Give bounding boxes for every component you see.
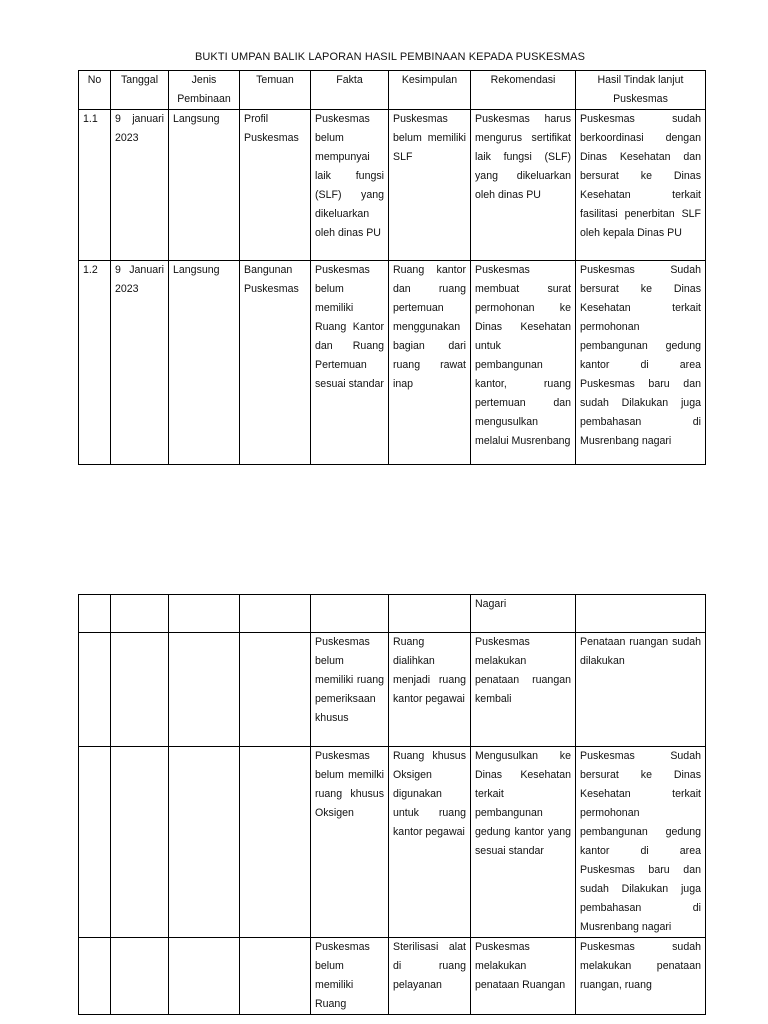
document-title: BUKTI UMPAN BALIK LAPORAN HASIL PEMBINAAN KEPADA PUSKESMAS [194, 51, 586, 63]
cell-no [79, 595, 111, 633]
cell-fakta: Puskesmas belum memiliki Ruang [311, 938, 389, 1015]
cell-kesimpulan: Ruang dialihkan menjadi ruang kantor pegawai [389, 633, 471, 747]
cell-rekomendasi: Nagari [471, 595, 576, 633]
feedback-table-page2 [78, 594, 706, 1015]
cell-tanggal [111, 633, 169, 747]
cell-no [79, 633, 111, 747]
cell-jenis [169, 747, 240, 938]
cell-rekomendasi: Puskesmas melakukan penataan ruangan kembali [471, 633, 576, 747]
cell-temuan [240, 595, 311, 633]
cell-temuan: Profil Puskesmas [240, 110, 311, 261]
header-temuan: Temuan [240, 71, 311, 110]
cell-jenis: Langsung [169, 110, 240, 261]
cell-temuan: Bangunan Puskesmas [240, 261, 311, 465]
cell-temuan [240, 938, 311, 1015]
header-kesimpulan: Kesimpulan [389, 71, 471, 110]
cell-fakta [311, 595, 389, 633]
feedback-table-page1 [78, 70, 706, 465]
header-no: No [79, 71, 111, 110]
cell-hasil: Penataan ruangan sudah dilakukan [576, 633, 706, 747]
header-jenis-pembinaan: Jenis Pembinaan [169, 71, 240, 110]
cell-tanggal [111, 938, 169, 1015]
cell-hasil: Puskesmas sudah melakukan penataan ruangan, ruang [576, 938, 706, 1015]
header-rekomendasi: Rekomendasi [471, 71, 576, 110]
cell-temuan [240, 747, 311, 938]
header-hasil-tindak-lanjut: Hasil Tindak lanjut Puskesmas [576, 71, 706, 110]
table-row [79, 938, 706, 1015]
cell-tanggal: 9 januari 2023 [111, 110, 169, 261]
header-fakta: Fakta [311, 71, 389, 110]
cell-hasil: Puskesmas Sudah bersurat ke Dinas Kesehatan terkait permohonan pembangunan gedung kantor di area Puskesmas baru dan sudah Dilakukan juga pembahasan di Musrenbang nagari [576, 261, 706, 465]
cell-kesimpulan: Puskesmas belum memiliki SLF [389, 110, 471, 261]
cell-jenis: Langsung [169, 261, 240, 465]
cell-no [79, 747, 111, 938]
cell-kesimpulan: Ruang khusus Oksigen digunakan untuk ruang kantor pegawai [389, 747, 471, 938]
cell-temuan [240, 633, 311, 747]
cell-rekomendasi: Puskesmas harus mengurus sertifikat laik fungsi (SLF) yang dikeluarkan oleh dinas PU [471, 110, 576, 261]
cell-no [79, 938, 111, 1015]
cell-no: 1.1 [79, 110, 111, 261]
cell-jenis [169, 938, 240, 1015]
table-row [79, 595, 706, 633]
header-tanggal: Tanggal [111, 71, 169, 110]
cell-hasil: Puskesmas sudah berkoordinasi dengan Dinas Kesehatan dan bersurat ke Dinas Kesehatan terkait fasilitasi penerbitan SLF oleh kepala Dinas PU [576, 110, 706, 261]
cell-rekomendasi: Mengusulkan ke Dinas Kesehatan terkait pembangunan gedung kantor yang sesuai standar [471, 747, 576, 938]
cell-fakta: Puskesmas belum mempunyai laik fungsi (SLF) yang dikeluarkan oleh dinas PU [311, 110, 389, 261]
table-row [79, 261, 706, 465]
cell-kesimpulan [389, 595, 471, 633]
cell-kesimpulan: Sterilisasi alat di ruang pelayanan [389, 938, 471, 1015]
table-row [79, 747, 706, 938]
cell-fakta: Puskesmas belum memilki ruang khusus Oksigen [311, 747, 389, 938]
cell-rekomendasi: Puskesmas melakukan penataan Ruangan [471, 938, 576, 1015]
cell-fakta: Puskesmas belum memiliki ruang pemeriksaan khusus [311, 633, 389, 747]
table-header-row [79, 71, 706, 110]
cell-jenis [169, 595, 240, 633]
cell-tanggal [111, 595, 169, 633]
cell-kesimpulan: Ruang kantor dan ruang pertemuan menggunakan bagian dari ruang rawat inap [389, 261, 471, 465]
cell-rekomendasi: Puskesmas membuat surat permohonan ke Dinas Kesehatan untuk pembangunan kantor, ruang pertemuan dan mengusulkan melalui Musrenbang [471, 261, 576, 465]
cell-no: 1.2 [79, 261, 111, 465]
cell-hasil [576, 595, 706, 633]
cell-fakta: Puskesmas belum memiliki Ruang Kantor dan Ruang Pertemuan sesuai standar [311, 261, 389, 465]
cell-tanggal [111, 747, 169, 938]
table-row [79, 110, 706, 261]
cell-jenis [169, 633, 240, 747]
cell-hasil: Puskesmas Sudah bersurat ke Dinas Kesehatan terkait permohonan pembangunan gedung kantor di area Puskesmas baru dan sudah Dilakukan juga pembahasan di Musrenbang nagari [576, 747, 706, 938]
table-row [79, 633, 706, 747]
cell-tanggal: 9 Januari 2023 [111, 261, 169, 465]
